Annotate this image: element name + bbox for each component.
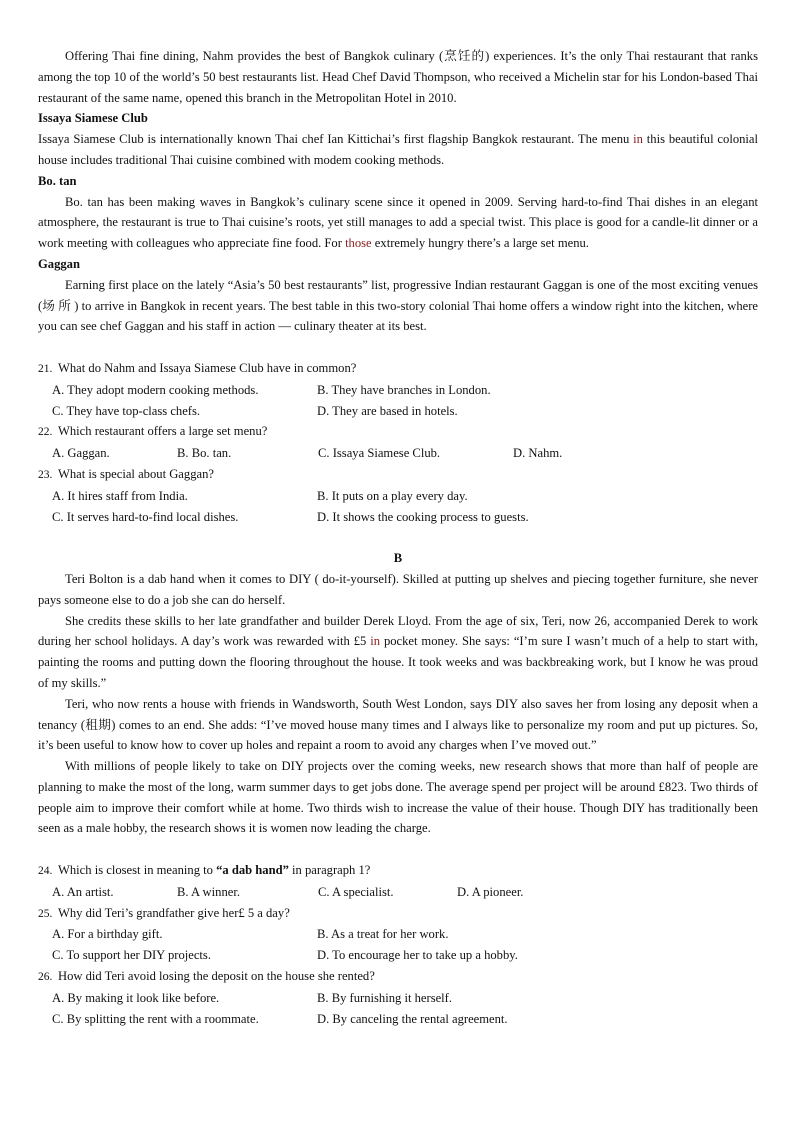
- question-stem: What is special about Gaggan?: [58, 466, 214, 481]
- question-23-options-row1: [38, 486, 758, 507]
- option-d[interactable]: D. It shows the cooking process to guests.: [317, 509, 529, 524]
- question-23: [38, 464, 758, 486]
- botan-text: Bo. tan has been making waves in Bangkok’s culinary scene since it opened in 2009. Serving hard-to-find Thai dishes in an elegant atmosphere, the restaurant is true to Thai cuisine’s roots, yet still manages to add a special twist. This place is good for a candle-lit dinner or a work meeting with colleagues who appreciate fine food. For: [38, 194, 758, 251]
- section-b-label: B: [393, 551, 403, 566]
- question-21: [38, 358, 758, 380]
- passage-b-paragraph-2: [38, 611, 758, 694]
- option-a[interactable]: A. It hires staff from India.: [52, 488, 188, 503]
- issaya-text: Issaya Siamese Club is internationally known Thai chef Ian Kittichai’s first flagship Bangkok restaurant. The menu: [38, 132, 634, 147]
- question-25-options-row1: [38, 924, 758, 945]
- exam-page: [38, 46, 758, 1029]
- option-a[interactable]: A. They adopt modern cooking methods.: [52, 382, 259, 397]
- option-b[interactable]: B. A winner.: [177, 884, 240, 899]
- question-stem: Which is closest in meaning to: [58, 863, 217, 878]
- issaya-text-end: this beautiful colonial house includes traditional Thai cuisine combined with modem cooking methods.: [38, 132, 759, 167]
- option-a[interactable]: A. Gaggan.: [52, 446, 110, 461]
- option-a[interactable]: A. By making it look like before.: [52, 990, 220, 1005]
- option-b[interactable]: B. They have branches in London.: [317, 382, 491, 397]
- paragraph-text: She credits these skills to her late grandfather and builder Derek Lloyd. From the age of six, Teri, now 26, accompanied Derek to work during her school holidays. A day’s work was rewarded with £5: [38, 613, 758, 649]
- option-b[interactable]: B. By furnishing it herself.: [317, 990, 453, 1005]
- question-21-options-row2: [38, 401, 758, 422]
- question-number: 24.: [38, 865, 53, 878]
- issaya-text-highlight: in: [633, 132, 643, 147]
- question-number: 23.: [38, 468, 53, 481]
- option-c[interactable]: C. Issaya Siamese Club.: [318, 446, 441, 461]
- option-d[interactable]: D. They are based in hotels.: [317, 403, 458, 418]
- botan-heading: Bo. tan: [38, 173, 77, 188]
- question-stem-bold: “a dab hand”: [216, 863, 289, 878]
- option-d[interactable]: D. To encourage her to take up a hobby.: [317, 948, 518, 963]
- option-a[interactable]: A. An artist.: [52, 884, 114, 899]
- question-25-options-row2: [38, 945, 758, 966]
- botan-text-highlight: those: [345, 236, 372, 251]
- passage-b-paragraph-4: With millions of people likely to take on DIY projects over the coming weeks, new research shows that more than half of people are planning to make the most of the long, warm summer days to get jobs done. The average spend per project will be around £823. Two thirds of people aim to improve their comfort while at home. Two thirds wish to increase the value of their house. Though DIY has traditionally been seen as a male hobby, the research shows it is women now leading the charge.: [38, 759, 758, 836]
- nahm-paragraph: Offering Thai fine dining, Nahm provides the best of Bangkok culinary (烹饪的) experiences. It’s the only Thai restaurant that ranks among the top 10 of the world’s 50 best restaurants list. Head Chef David Thompson, who received a Michelin star for his London-based Thai restaurant of the same name, opened this branch in the Metropolitan Hotel in 2010.: [38, 49, 758, 105]
- question-22: [38, 421, 758, 443]
- question-24: [38, 860, 758, 882]
- option-c[interactable]: C. They have top-class chefs.: [52, 403, 201, 418]
- option-b[interactable]: B. As a treat for her work.: [317, 927, 449, 942]
- question-stem-end: in paragraph 1?: [288, 863, 371, 878]
- question-25: [38, 903, 758, 925]
- option-d[interactable]: D. A pioneer.: [457, 884, 524, 899]
- issaya-heading: Issaya Siamese Club: [38, 111, 148, 126]
- botan-paragraph: [38, 192, 758, 254]
- question-stem: What do Nahm and Issaya Siamese Club have in common?: [58, 360, 357, 375]
- question-number: 22.: [38, 426, 53, 439]
- botan-text-end: extremely hungry there’s a large set menu.: [371, 236, 589, 251]
- paragraph-text-highlight: in: [370, 634, 381, 649]
- paragraph-text-end: pocket money. She says: “I’m sure I wasn’t much of a help to start with, painting the rooms and putting down the flooring throughout the house. It took weeks and was backbreaking work, but I know he was proud of my skills.”: [38, 634, 758, 690]
- option-d[interactable]: D. By canceling the rental agreement.: [317, 1011, 508, 1026]
- question-stem: Why did Teri’s grandfather give her£ 5 a day?: [58, 905, 290, 920]
- question-26-options-row1: [38, 988, 758, 1009]
- question-21-options-row1: [38, 380, 758, 401]
- question-26: [38, 966, 758, 988]
- issaya-paragraph: [38, 129, 758, 171]
- option-b[interactable]: B. It puts on a play every day.: [317, 488, 468, 503]
- option-c[interactable]: C. It serves hard-to-find local dishes.: [52, 509, 239, 524]
- question-22-options: [38, 443, 758, 464]
- question-number: 26.: [38, 971, 53, 984]
- question-24-options: [38, 882, 758, 903]
- question-23-options-row2: [38, 507, 758, 528]
- gaggan-paragraph: Earning first place on the lately “Asia’s 50 best restaurants” list, progressive Indian restaurant Gaggan is one of the most exciting venues (场 所 ) to arrive in Bangkok in recent years. The best table in this two-story colonial Thai home offers a window right into the kitchen, where you can see chef Gaggan and his staff in action — culinary theater at its best.: [38, 277, 758, 334]
- option-d[interactable]: D. Nahm.: [513, 446, 563, 461]
- option-c[interactable]: C. By splitting the rent with a roommate.: [52, 1011, 259, 1026]
- option-c[interactable]: C. A specialist.: [318, 884, 394, 899]
- option-c[interactable]: C. To support her DIY projects.: [52, 948, 211, 963]
- option-a[interactable]: A. For a birthday gift.: [52, 927, 163, 942]
- question-stem: How did Teri avoid losing the deposit on the house she rented?: [58, 969, 375, 984]
- question-stem: Which restaurant offers a large set menu?: [58, 424, 268, 439]
- passage-b-paragraph-3: Teri, who now rents a house with friends in Wandsworth, South West London, says DIY also saves her from losing any deposit when a tenancy (租期) comes to an end. She adds: “I’ve moved house many times and I always like to personalize my room and put up pictures. So, it’s been useful to know how to cover up holes and repaint a room to avoid any charges when I’ve moved out.”: [38, 696, 758, 753]
- passage-b-paragraph-1: Teri Bolton is a dab hand when it comes to DIY ( do-it-yourself). Skilled at putting up shelves and piecing together furniture, she never pays someone else to do a job she can do herself.: [38, 571, 758, 607]
- gaggan-heading: Gaggan: [38, 256, 80, 271]
- question-26-options-row2: [38, 1009, 758, 1030]
- question-number: 25.: [38, 907, 53, 920]
- option-b[interactable]: B. Bo. tan.: [177, 446, 232, 461]
- question-number: 21.: [38, 362, 53, 375]
